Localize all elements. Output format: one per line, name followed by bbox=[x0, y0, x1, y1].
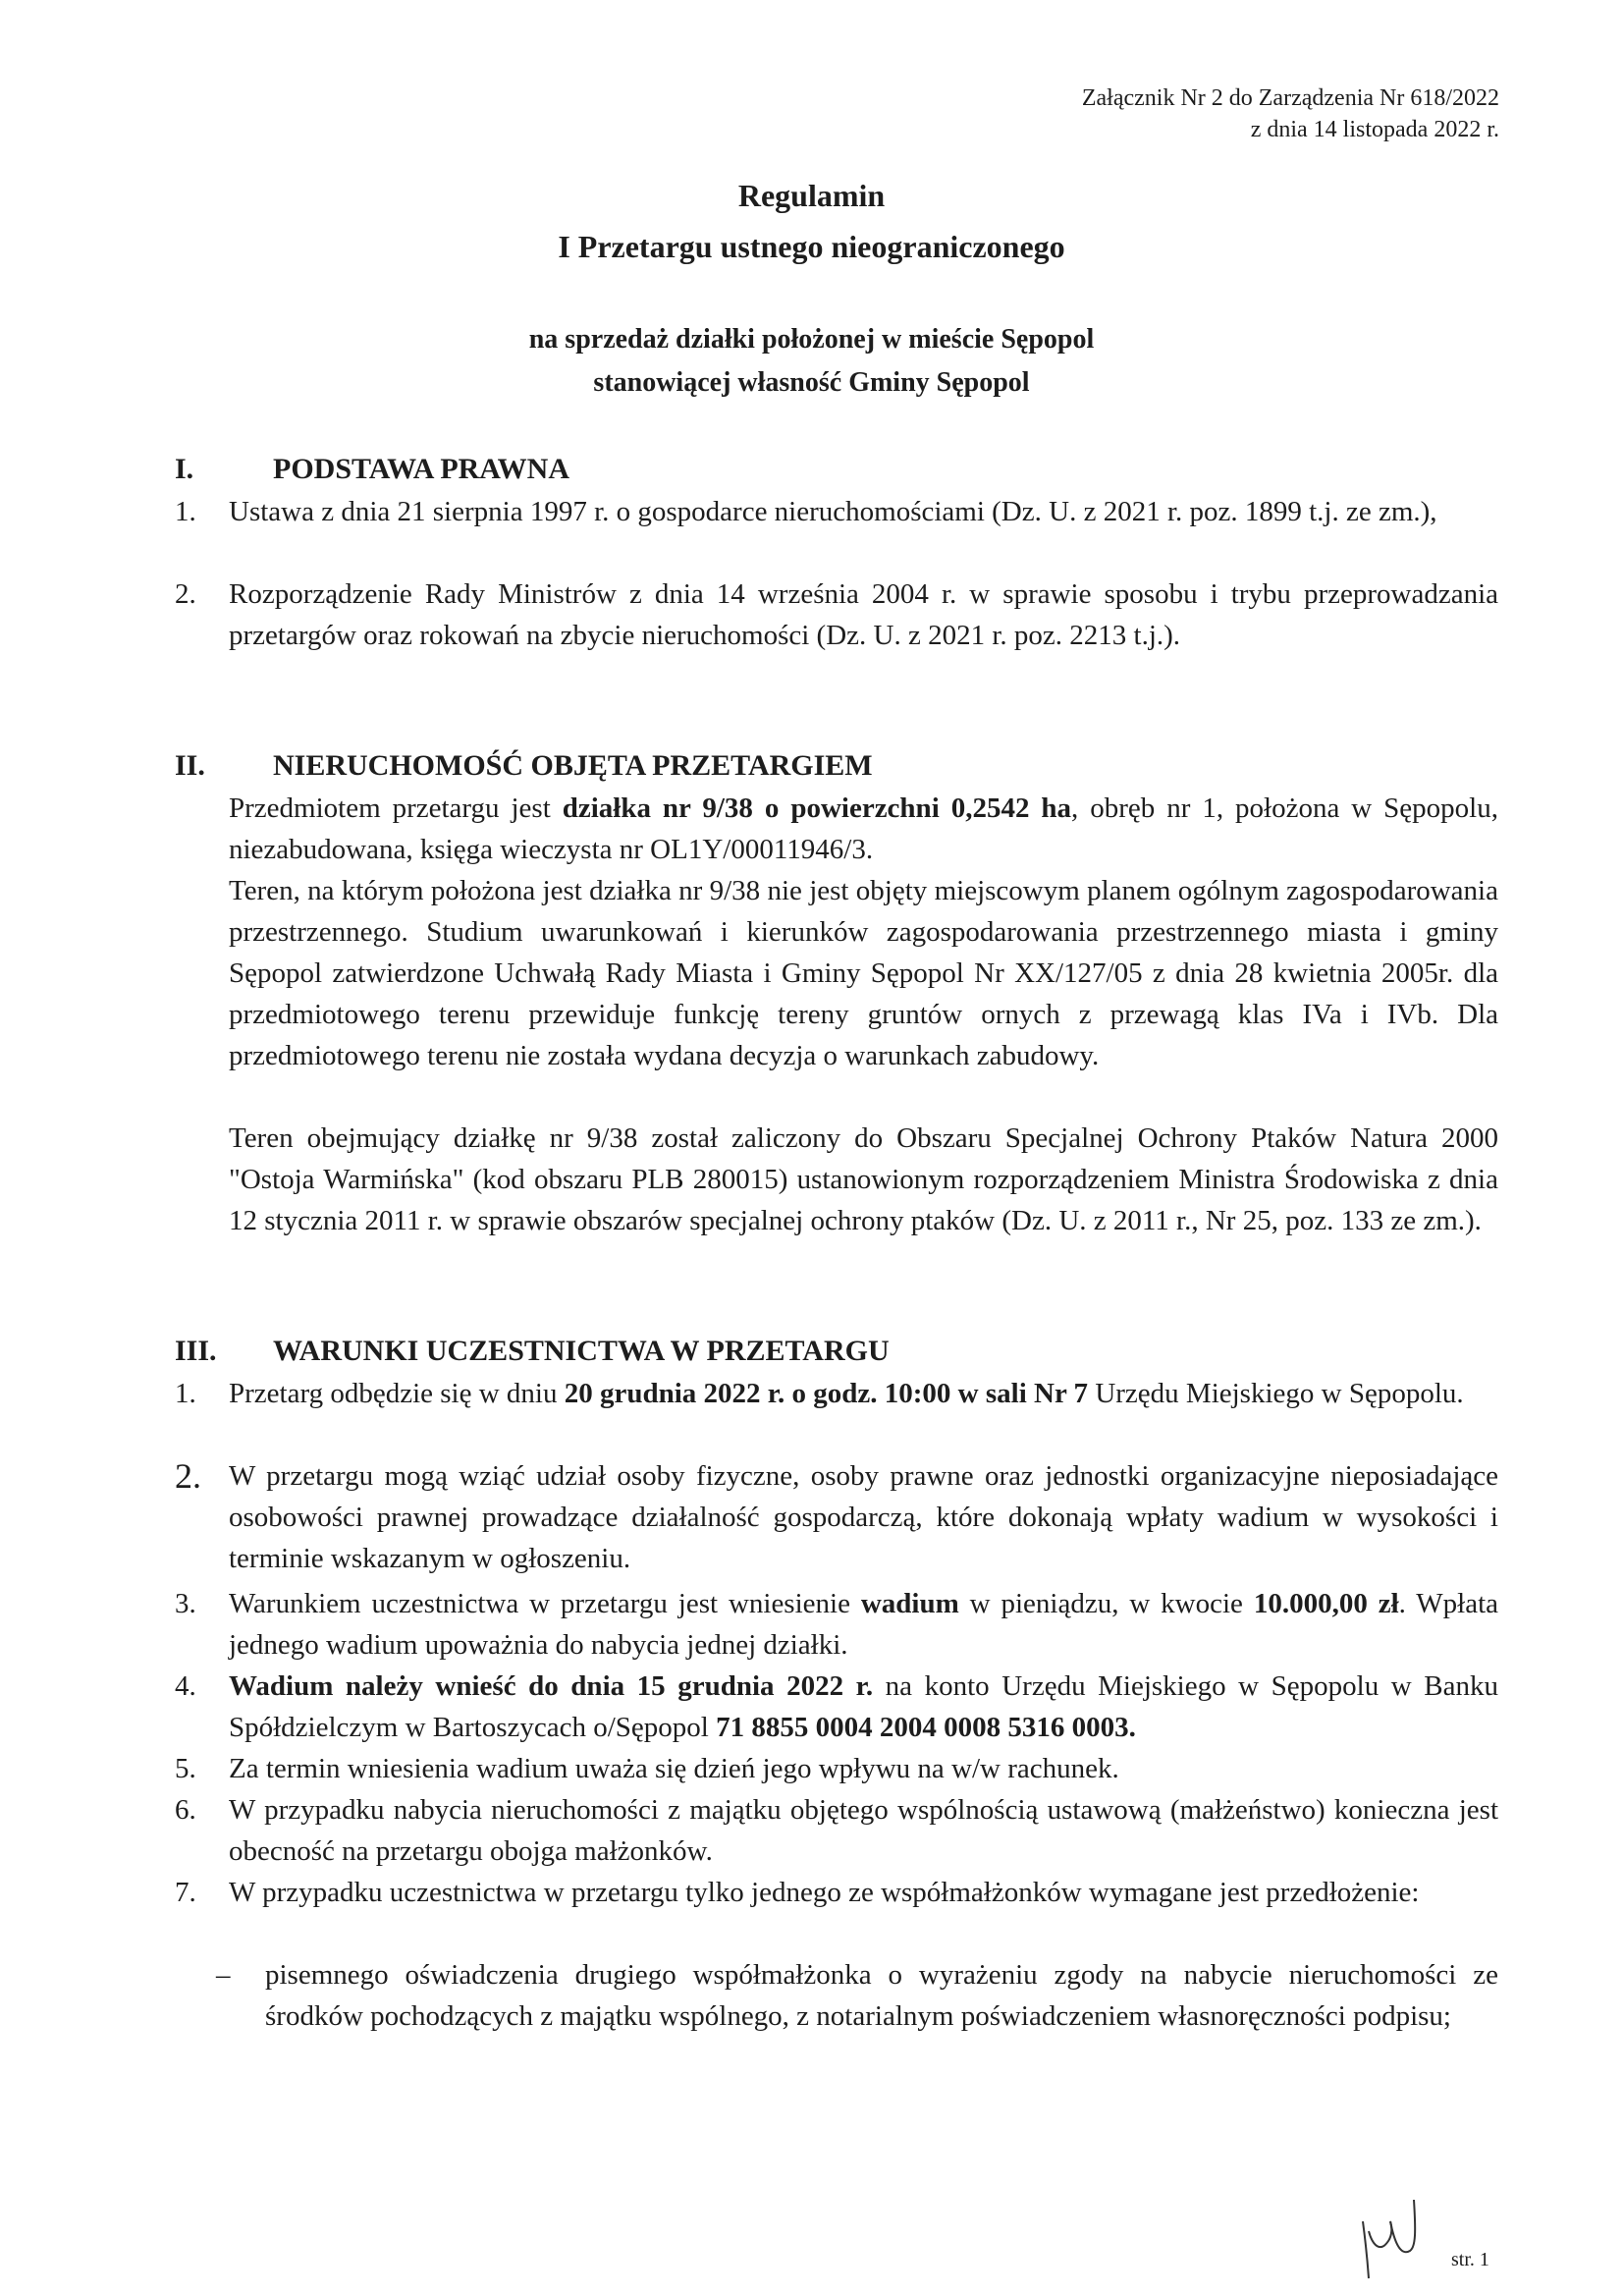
deposit-amount: 10.000,00 zł bbox=[1253, 1588, 1399, 1619]
item-text bbox=[229, 1373, 1498, 1414]
item-number: 6. bbox=[175, 1794, 196, 1826]
item-text: W przetargu mogą wziąć udział osoby fizyczne, osoby prawne oraz jednostki organizacyjne nieposiadające osobowości prawnej prowadzące działalność gospodarczą, które dokonają wpłaty wadium w wysokości i terminie wskazanym w ogłoszeniu. bbox=[229, 1460, 1498, 1574]
section-number: I. bbox=[175, 453, 194, 485]
text-run: w pieniądzu, w kwocie bbox=[958, 1588, 1254, 1619]
item-text: pisemnego oświadczenia drugiego współmałżonka o wyrażeniu zgody na nabycie nieruchomości ze środków pochodzących z majątku wspólnego, z notarialnym poświadczeniem własnoręczności podpisu; bbox=[265, 1959, 1498, 2032]
annex-reference bbox=[1082, 82, 1499, 145]
annex-line-1: Załącznik Nr 2 do Zarządzenia Nr 618/2022 bbox=[1081, 85, 1499, 111]
text-run: na konto Urzędu Miejskiego w Sępopolu w Banku Spółdzielczym w Bartoszycach o/Sępopol bbox=[229, 1670, 1498, 1743]
document-title: Regulamin bbox=[737, 178, 886, 213]
item-number: 1. bbox=[175, 1378, 196, 1409]
item-number: 2. bbox=[175, 578, 196, 610]
text-run: Przedmiotem przetargu jest bbox=[229, 793, 563, 824]
item-text: Za termin wniesienia wadium uważa się dzień jego wpływu na w/w rachunek. bbox=[229, 1753, 1119, 1784]
paragraph: Teren, na którym położona jest działka nr 9/38 nie jest objęty miejscowym planem ogólnym zagospodarowania przestrzennego. Studium uwarunkowań i kierunków zagospodarowania przestrzennego miasta i gminy Sępopol zatwierdzone Uchwałą Rady Miasta i Gminy Sępopol Nr XX/127/05 z dnia 28 kwietnia 2005r. dla przedmiotowego terenu przewiduje funkcję tereny gruntów ornych z przewagą klas IVa i IVb. Dla przedmiotowego terenu nie została wydana decyzja o warunkach zabudowy. bbox=[229, 875, 1498, 1071]
deposit-term: wadium bbox=[860, 1588, 959, 1619]
item-number: 1. bbox=[175, 496, 196, 527]
section-title: PODSTAWA PRAWNA bbox=[273, 453, 569, 485]
plot-description: działka nr 9/38 o powierzchni 0,2542 ha bbox=[562, 793, 1072, 824]
section-title: WARUNKI UCZESTNICTWA W PRZETARGU bbox=[273, 1335, 890, 1367]
paragraph bbox=[229, 788, 1498, 870]
page-number: str. 1 bbox=[1451, 2249, 1489, 2270]
list-item bbox=[175, 491, 1498, 532]
item-number: 5. bbox=[175, 1753, 196, 1784]
item-number: 7. bbox=[175, 1877, 196, 1908]
item-number: 2. bbox=[175, 1456, 201, 1496]
list-item bbox=[175, 574, 1498, 656]
document-title-2: I Przetargu ustnego nieograniczonego bbox=[558, 229, 1065, 264]
item-text: Rozporządzenie Rady Ministrów z dnia 14 września 2004 r. w sprawie sposobu i trybu przeprowadzania przetargów oraz rokowań na zbycie nieruchomości (Dz. U. z 2021 r. poz. 2213 t.j.). bbox=[229, 578, 1498, 651]
auction-date: 20 grudnia 2022 r. o godz. 10:00 w sali Nr 7 bbox=[564, 1378, 1089, 1409]
item-number: 3. bbox=[175, 1588, 196, 1619]
text-run: . Wpłata jednego wadium upoważnia do nabycia jednej działki. bbox=[229, 1588, 1498, 1661]
list-item bbox=[175, 1373, 1498, 1414]
section-title: NIERUCHOMOŚĆ OBJĘTA PRZETARGIEM bbox=[273, 749, 873, 782]
section-number: II. bbox=[175, 749, 205, 782]
section-number: III. bbox=[175, 1335, 217, 1367]
list-item bbox=[175, 1583, 1498, 1666]
dash-list-item bbox=[216, 1954, 1498, 2037]
text-run: , obręb nr 1, położona w Sępopolu, niezabudowana, księga wieczysta nr OL1Y/00011946/3. bbox=[229, 793, 1498, 865]
list-item bbox=[175, 1872, 1498, 1913]
list-item bbox=[175, 1455, 1498, 1579]
paragraph: Teren obejmujący działkę nr 9/38 został zaliczony do Obszaru Specjalnej Ochrony Ptaków Natura 2000 "Ostoja Warmińska" (kod obszaru PLB 280015) ustanowionym rozporządzeniem Ministra Środowiska z dnia 12 stycznia 2011 r. w sprawie obszarów specjalnej ochrony ptaków (Dz. U. z 2011 r., Nr 25, poz. 133 ze zm.). bbox=[229, 1122, 1498, 1236]
item-text: Ustawa z dnia 21 sierpnia 1997 r. o gospodarce nieruchomościami (Dz. U. z 2021 r. poz. 1899 t.j. ze zm.), bbox=[229, 496, 1437, 527]
list-item bbox=[175, 1748, 1498, 1789]
item-text: W przypadku uczestnictwa w przetargu tylko jednego ze współmałżonków wymagane jest przedłożenie: bbox=[229, 1877, 1420, 1908]
document-subtitle-2: stanowiącej własność Gminy Sępopol bbox=[593, 367, 1030, 398]
item-text bbox=[229, 1583, 1498, 1666]
handwritten-initials-signature bbox=[1355, 2192, 1434, 2280]
document-subtitle-1: na sprzedaż działki położonej w mieście Sępopol bbox=[528, 324, 1095, 355]
deposit-deadline: Wadium należy wnieść do dnia 15 grudnia 2022 r. bbox=[229, 1670, 874, 1702]
item-text bbox=[229, 1666, 1498, 1748]
annex-line-2: z dnia 14 listopada 2022 r. bbox=[1250, 117, 1499, 142]
dash-marker: – bbox=[216, 1959, 231, 1991]
item-text: W przypadku nabycia nieruchomości z majątku objętego wspólnością ustawową (małżeństwo) konieczna jest obecność na przetargu obojga małżonków. bbox=[229, 1794, 1498, 1867]
list-item bbox=[175, 1789, 1498, 1872]
list-item bbox=[175, 1666, 1498, 1748]
bank-account-number: 71 8855 0004 2004 0008 5316 0003. bbox=[716, 1712, 1136, 1743]
item-number: 4. bbox=[175, 1670, 196, 1702]
text-run: Urzędu Miejskiego w Sępopolu. bbox=[1088, 1378, 1464, 1409]
text-run: Przetarg odbędzie się w dniu bbox=[229, 1378, 565, 1409]
text-run: Warunkiem uczestnictwa w przetargu jest wniesienie bbox=[229, 1588, 861, 1619]
